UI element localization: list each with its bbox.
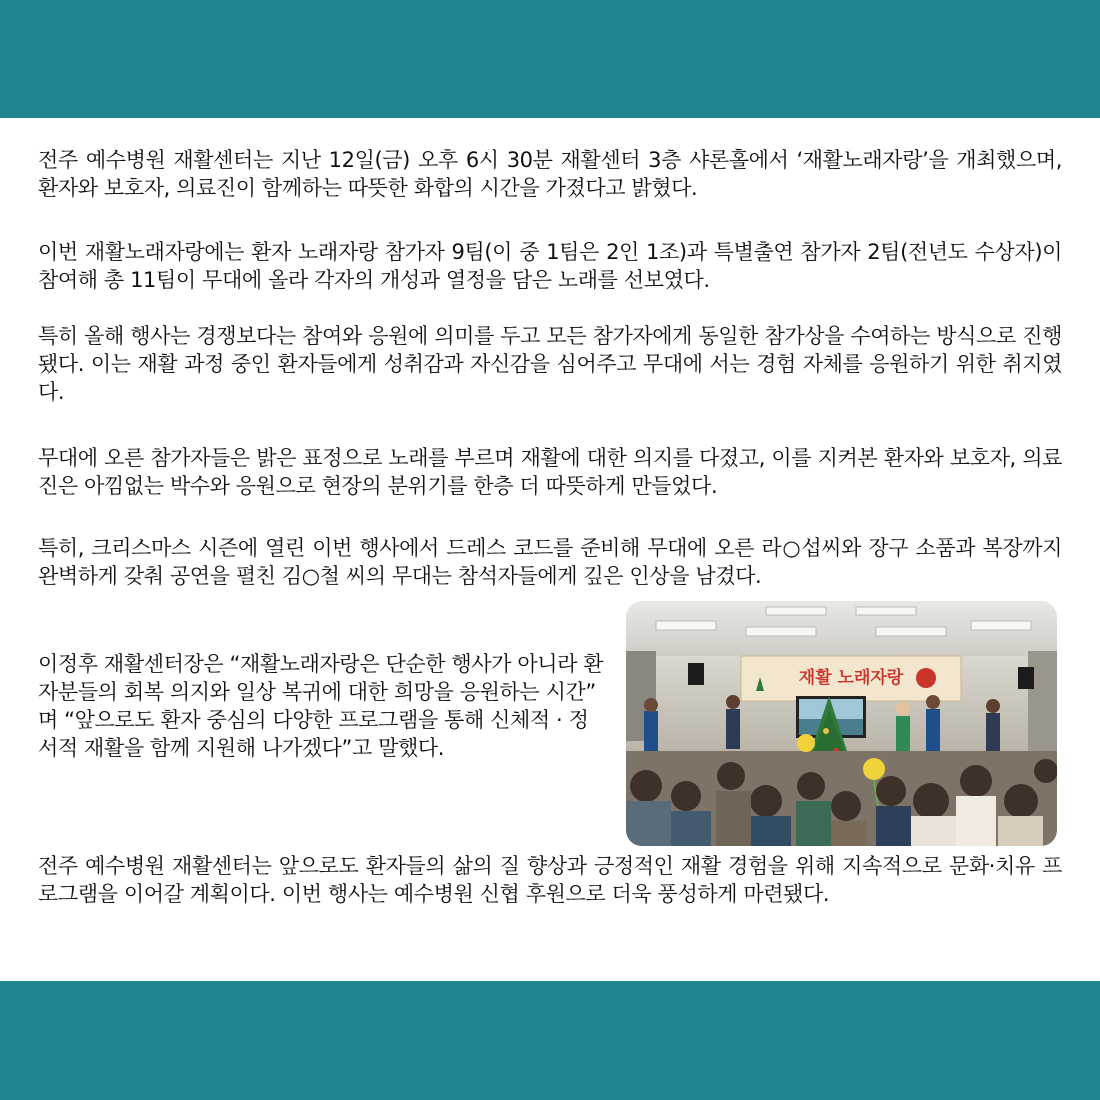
article-paragraph-4: 무대에 오른 참가자들은 밝은 표정으로 노래를 부르며 재활에 대한 의지를 다졌고, 이를 지켜본 환자와 보호자, 의료진은 아낌없는 박수와 응원으로 현장의 분위기를 한층 더 따뜻하게 만들었다. [38,446,1062,498]
top-color-band [0,0,1100,118]
director-quote-paragraph: 이정후 재활센터장은 “재활노래자랑은 단순한 행사가 아니라 환자분들의 회복 의지와 일상 복귀에 대한 희망을 응원하는 시간” 며 “앞으로도 환자 중심의 다양한 프로그램을 통해 신체적 · 정서적 재활을 함께 지원해 나가겠다”고 말했다. [38,652,604,760]
event-photo [626,601,1057,846]
article-paragraph-3: 특히 올해 행사는 경쟁보다는 참여와 응원에 의미를 두고 모든 참가자에게 동일한 참가상을 수여하는 방식으로 진행됐다. 이는 재활 과정 중인 환자들에게 성취감과 자신감을 심어주고 무대에 서는 경험 자체를 응원하기 위한 취지였다. [38,324,1062,404]
stage-banner-text: 재활 노래자랑 [798,668,904,688]
article-paragraph-closing: 전주 예수병원 재활센터는 앞으로도 환자들의 삶의 질 향상과 긍정적인 재활 경험을 위해 지속적으로 문화·치유 프로그램을 이어갈 계획이다. 이번 행사는 예수병원 신협 후원으로 더욱 풍성하게 마련됐다. [38,854,1062,906]
bottom-color-band [0,981,1100,1100]
article-paragraph-2: 이번 재활노래자랑에는 환자 노래자랑 참가자 9팀(이 중 1팀은 2인 1조)과 특별출연 참가자 2팀(전년도 수상자)이 참여해 총 11팀이 무대에 올라 각자의 개성과 열정을 담은 노래를 선보였다. [38,240,1062,292]
article-paragraph-5: 특히, 크리스마스 시즌에 열린 이번 행사에서 드레스 코드를 준비해 무대에 오른 라○섭씨와 장구 소품과 복장까지 완벽하게 갖춰 공연을 펼친 김○철 씨의 무대는 참석자들에게 깊은 인상을 남겼다. [38,536,1062,588]
article-paragraph-1: 전주 예수병원 재활센터는 지난 12일(금) 오후 6시 30분 재활센터 3층 샤론홀에서 ‘재활노래자랑’을 개최했으며, 환자와 보호자, 의료진이 함께하는 따뜻한 화합의 시간을 가졌다고 밝혔다. [38,148,1062,200]
